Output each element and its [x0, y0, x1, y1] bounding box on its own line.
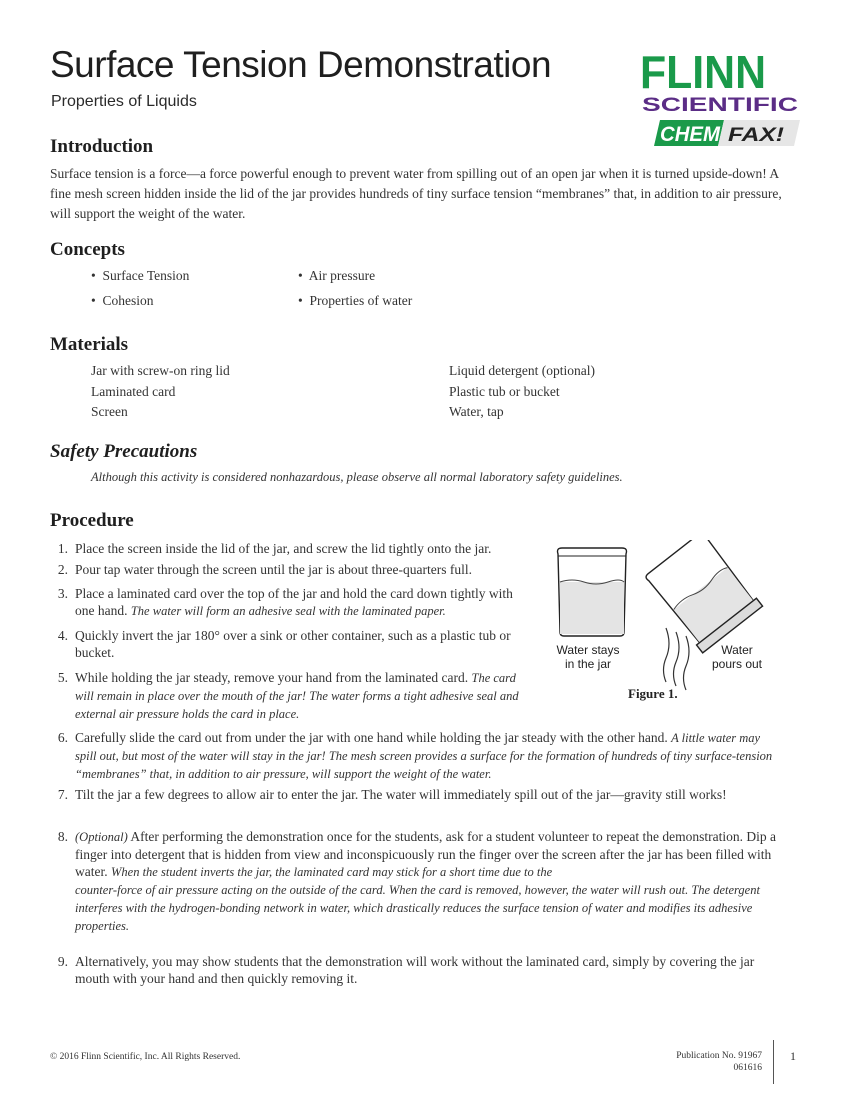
procedure-step: 1. Place the screen inside the lid of the jar, and screw the lid tightly onto the jar. — [57, 541, 492, 556]
logo-fax: FAX! — [728, 125, 784, 146]
concept-item: • Surface Tension — [91, 268, 190, 283]
jar-upright — [558, 548, 627, 636]
procedure-step: 7. Tilt the jar a few degrees to allow air to enter the jar. The water will immediately spill out of the jar—gravity still works! — [57, 787, 727, 802]
material-item: Plastic tub or bucket — [449, 384, 560, 399]
procedure-step: 4. Quickly invert the jar 180° over a sink or other container, such as a plastic tub or bucket. — [57, 628, 511, 660]
material-item: Laminated card — [91, 384, 176, 399]
footer-publication: Publication No. 91967 061616 — [676, 1051, 762, 1073]
safety-heading: Safety Precautions — [50, 441, 198, 462]
concept-item: • Properties of water — [298, 293, 413, 308]
procedure-step: 6. Carefully slide the card out from under the jar with one hand while holding the jar steady with the other hand. A little water may spill out, but most of the water will stay in the jar! The mesh screen provides a surface for the formation of hundreds of tiny surface-tension “membranes” that, in addition to air pressure, will support the weight of the water. — [57, 730, 773, 781]
procedure-step: 3. Place a laminated card over the top of the jar and hold the card down tightly with one hand. The water will form an adhesive seal with the laminated paper. — [57, 586, 513, 618]
figure-label-left: Water stays in the jar — [556, 643, 620, 671]
material-item: Screen — [91, 404, 128, 419]
procedure-step: 8. (Optional) After performing the demonstration once for the students, ask for a student volunteer to repeat the demonstration. Dip a finger into detergent that is hidden from view and inconspicuously run the finger over the screen after the jar has been filled with water. When the student inverts the jar, the laminated card may stick for a short time due to the counter-force of air pressure acting on the outside of the card. When the card is removed, however, the water will rush out. The detergent interferes with the hydrogen-bonding network in water, which drastically reduces the surface tension of water and modifies its adhesive properties. — [57, 829, 776, 933]
page-subtitle: Properties of Liquids — [51, 93, 197, 110]
footer-divider — [773, 1040, 774, 1084]
material-item: Liquid detergent (optional) — [449, 363, 595, 378]
figure-label-right: Water pours out — [711, 643, 763, 671]
concept-item: • Cohesion — [91, 293, 154, 308]
jar-tilted — [644, 540, 763, 653]
procedure-step: 9. Alternatively, you may show students that the demonstration will work without the laminated card, simply by covering the jar mouth with your hand and then quickly removing it. — [57, 954, 755, 986]
introduction-heading: Introduction — [50, 136, 154, 157]
flinn-scientific-logo — [638, 48, 802, 152]
material-item: Water, tap — [449, 404, 504, 419]
logo-scientific: SCIENTIFIC — [642, 95, 799, 116]
water-pour-lines — [664, 628, 690, 690]
page-number: 1 — [790, 1049, 796, 1063]
materials-heading: Materials — [50, 334, 129, 355]
logo-flinn: FLINN — [640, 48, 766, 98]
procedure-heading: Procedure — [50, 510, 134, 531]
procedure-step: 2. Pour tap water through the screen until the jar is about three-quarters full. — [57, 562, 472, 577]
concepts-heading: Concepts — [50, 239, 125, 260]
figure-jar-illustration — [548, 540, 804, 710]
footer-copyright: © 2016 Flinn Scientific, Inc. All Rights Reserved. — [50, 1052, 241, 1062]
concept-item: • Air pressure — [298, 268, 376, 283]
page-title: Surface Tension Demonstration — [50, 44, 552, 85]
procedure-step: 5. While holding the jar steady, remove your hand from the laminated card. The card will remain in place over the mouth of the jar! The water forms a tight adhesive seal and external air pressure holds the card in place. — [57, 670, 519, 721]
material-item: Jar with screw-on ring lid — [91, 363, 230, 378]
introduction-text: Surface tension is a force—a force powerful enough to prevent water from spilling out of an open jar when it is turned upside-down! A fine mesh screen hidden inside the lid of the jar provides hundreds of tiny surface tension “membranes” that, in addition to air pressure, will support the weight of the water. — [50, 166, 782, 221]
logo-chem: CHEM — [660, 123, 721, 146]
safety-text: Although this activity is considered nonhazardous, please observe all normal laboratory safety guidelines. — [91, 470, 623, 484]
figure-caption: Figure 1. — [628, 686, 678, 701]
